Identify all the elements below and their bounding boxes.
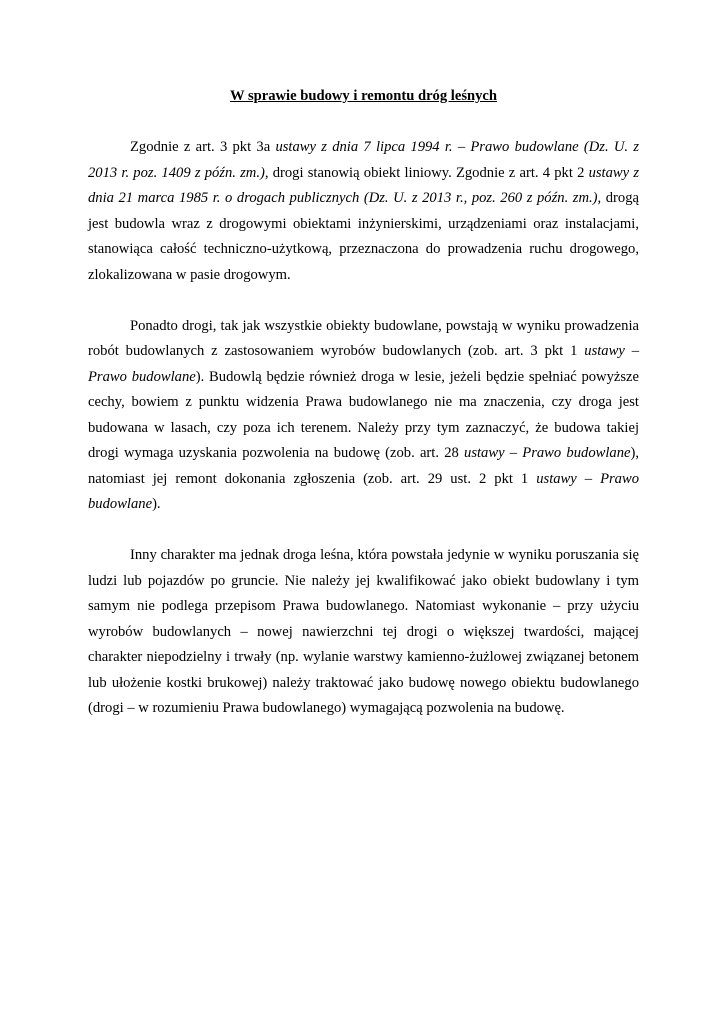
paragraph-construction [88, 314, 639, 518]
statute-citation: ustawy z dnia 7 lipca 1994 r. – Prawo budowlane (Dz. U. z 2013 r. poz. 1409 z późn. zm.), [88, 139, 639, 181]
text-segment: ). [152, 496, 161, 512]
text-segment: Inny charakter ma jednak droga leśna, która powstała jedynie w wyniku poruszania się ludzi lub pojazdów po gruncie. Nie należy jej kwalifikować jako obiekt budowlany i tym samym nie podlega przepisom Prawa budowlanego. Natomiast wykonanie – przy użyciu wyrobów budowlanych – nowej nawierzchni tej drogi o większej twardości, mającej charakter niepodzielny i trwały (np. wylanie warstwy kamienno-żużlowej związanej betonem lub ułożenie kostki brukowej) należy traktować jako budowę nowego obiektu budowlanego (drogi – w rozumieniu Prawa budowlanego) wymagającą pozwolenia na budowę. [88, 547, 639, 716]
document-title: W sprawie budowy i remontu dróg leśnych [229, 88, 498, 104]
text-segment: Ponadto drogi, tak jak wszystkie obiekty budowlane, powstają w wyniku prowadzenia robót budowlanych z zastosowaniem wyrobów budowlanych (zob. art. 3 pkt 1 [88, 317, 639, 359]
statute-citation: ustawy z dnia 21 marca 1985 r. o drogach publicznych (Dz. U. z 2013 r., poz. 260 z późn. zm.), [88, 164, 639, 206]
text-segment: ). Budowlą będzie również droga w lesie, jeżeli będzie spełniać powyższe cechy, bowiem z punktu widzenia Prawa budowlanego nie ma znaczenia, czy droga jest budowana w lasach, czy poza ich terenem. Należy przy tym zaznaczyć, że budowa takiej drogi wymaga uzyskania pozwolenia na budowę (zob. art. 28 [88, 368, 639, 461]
text-segment: drogi stanowią obiekt liniowy. Zgodnie z art. 4 pkt 2 [268, 164, 589, 181]
statute-citation: ustawy – Prawo budowlane [88, 343, 639, 385]
statute-citation: ustawy – Prawo budowlane [464, 445, 631, 461]
paragraph-definition [88, 135, 639, 288]
document-page [88, 87, 639, 722]
text-segment: ), natomiast jej remont dokonania zgłoszenia (zob. art. 29 ust. 2 pkt 1 [88, 445, 639, 487]
text-segment: drogą jest budowla wraz z drogowymi obiektami inżynierskimi, urządzeniami oraz instalacjami, stanowiąca całość techniczno-użytkową, przeznaczona do prowadzenia ruchu drogowego, zlokalizowana w pasie drogowym. [88, 190, 639, 283]
statute-citation: ustawy – Prawo budowlane [88, 470, 639, 512]
paragraph-forest-road [88, 543, 639, 722]
text-segment: Zgodnie z art. 3 pkt 3a [130, 139, 276, 155]
